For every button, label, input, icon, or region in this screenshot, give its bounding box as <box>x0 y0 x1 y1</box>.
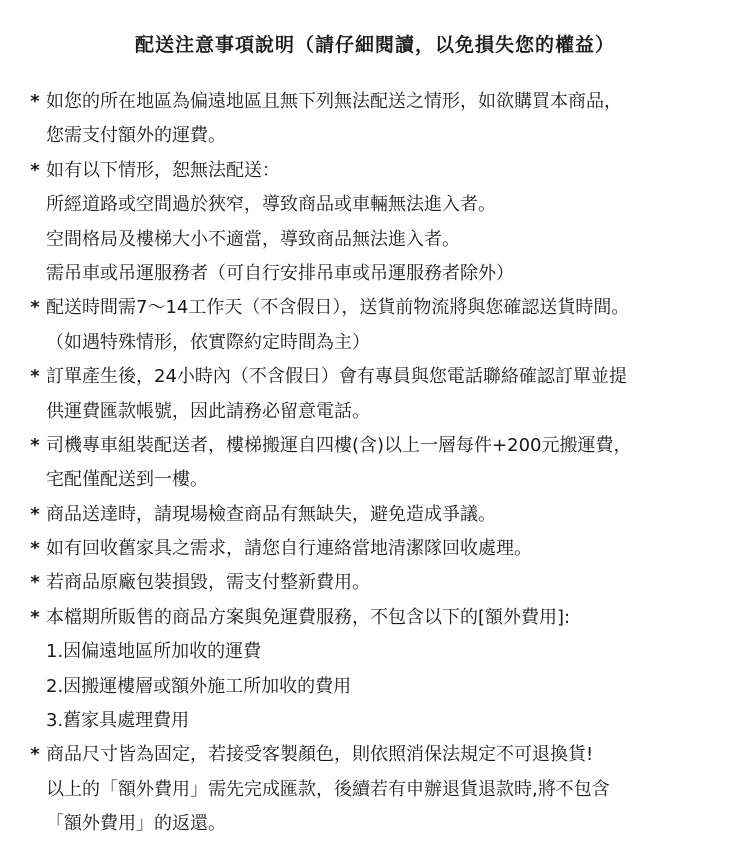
notice-text: 本檔期所販售的商品方案與免運費服務，不包含以下的[額外費用]: <box>46 606 571 628</box>
notice-continuation <box>0 463 750 497</box>
notice-continuation <box>0 670 750 704</box>
notice-item <box>0 429 750 463</box>
notice-continuation <box>0 704 750 738</box>
notice-text: 商品送達時，請現場檢查商品有無缺失，避免造成爭議。 <box>46 503 496 525</box>
notice-text: 3.舊家具處理費用 <box>46 710 190 732</box>
notice-item <box>0 498 750 532</box>
notice-item <box>0 154 750 188</box>
notice-continuation <box>0 395 750 429</box>
notice-continuation <box>0 223 750 257</box>
bullet-asterisk: * <box>30 366 40 388</box>
notice-item <box>0 738 750 772</box>
bullet-asterisk: * <box>30 297 40 319</box>
notice-text: 1.因偏遠地區所加收的運費 <box>46 641 262 663</box>
bullet-asterisk: * <box>30 606 40 628</box>
notice-text: 空間格局及樓梯大小不適當，導致商品無法進入者。 <box>46 228 460 250</box>
notice-continuation <box>0 119 750 153</box>
notice-text: 以上的「額外費用」需先完成匯款，後續若有申辦退貨退款時,將不包含 <box>46 778 610 800</box>
notice-text: （如遇特殊情形，依實際約定時間為主） <box>46 331 370 353</box>
notice-text: 如您的所在地區為偏遠地區且無下列無法配送之情形，如欲購買本商品， <box>46 91 622 112</box>
notice-continuation <box>0 188 750 222</box>
page-title: 配送注意事項說明（請仔細閱讀，以免損失您的權益） <box>134 34 615 56</box>
notice-list <box>0 85 750 842</box>
notice-text: 需吊車或吊運服務者（可自行安排吊車或吊運服務者除外） <box>46 262 514 284</box>
notice-text: 您需支付額外的運費。 <box>46 125 226 147</box>
bullet-asterisk: * <box>30 159 40 181</box>
bullet-asterisk: * <box>30 91 40 112</box>
notice-continuation <box>0 773 750 807</box>
notice-continuation <box>0 326 750 360</box>
notice-continuation <box>0 635 750 669</box>
notice-item <box>0 85 750 119</box>
notice-item <box>0 566 750 600</box>
notice-text: 所經道路或空間過於狹窄，導致商品或車輛無法進入者。 <box>46 194 496 216</box>
notice-text: 「額外費用」的返還。 <box>46 813 226 835</box>
notice-item <box>0 601 750 635</box>
notice-text: 若商品原廠包裝損毀，需支付整新費用。 <box>46 572 370 594</box>
notice-text: 司機專車組裝配送者，樓梯搬運自四樓(含)以上一層每件+200元搬運費， <box>46 434 632 456</box>
bullet-asterisk: * <box>30 572 40 594</box>
notice-item <box>0 532 750 566</box>
notice-text: 配送時間需7～14工作天（不含假日），送貨前物流將與您確認送貨時間。 <box>46 297 630 319</box>
bullet-asterisk: * <box>30 434 40 456</box>
notice-text: 訂單產生後，24小時內（不含假日）會有專員與您電話聯絡確認訂單並提 <box>46 366 627 388</box>
notice-item <box>0 360 750 394</box>
notice-text: 供運費匯款帳號，因此請務必留意電話。 <box>46 400 370 422</box>
notice-continuation <box>0 807 750 841</box>
notice-text: 商品尺寸皆為固定，若接受客製顏色，則依照消保法規定不可退換貨! <box>46 744 594 766</box>
notice-text: 2.因搬運樓層或額外施工所加收的費用 <box>46 675 352 697</box>
notice-continuation <box>0 257 750 291</box>
notice-text: 如有回收舊家具之需求，請您自行連絡當地清潔隊回收處理。 <box>46 538 532 560</box>
notice-item <box>0 291 750 325</box>
notice-text: 宅配僅配送到一樓。 <box>46 469 208 491</box>
bullet-asterisk: * <box>30 744 40 766</box>
bullet-asterisk: * <box>30 538 40 560</box>
bullet-asterisk: * <box>30 503 40 525</box>
notice-text: 如有以下情形，恕無法配送： <box>46 159 280 181</box>
